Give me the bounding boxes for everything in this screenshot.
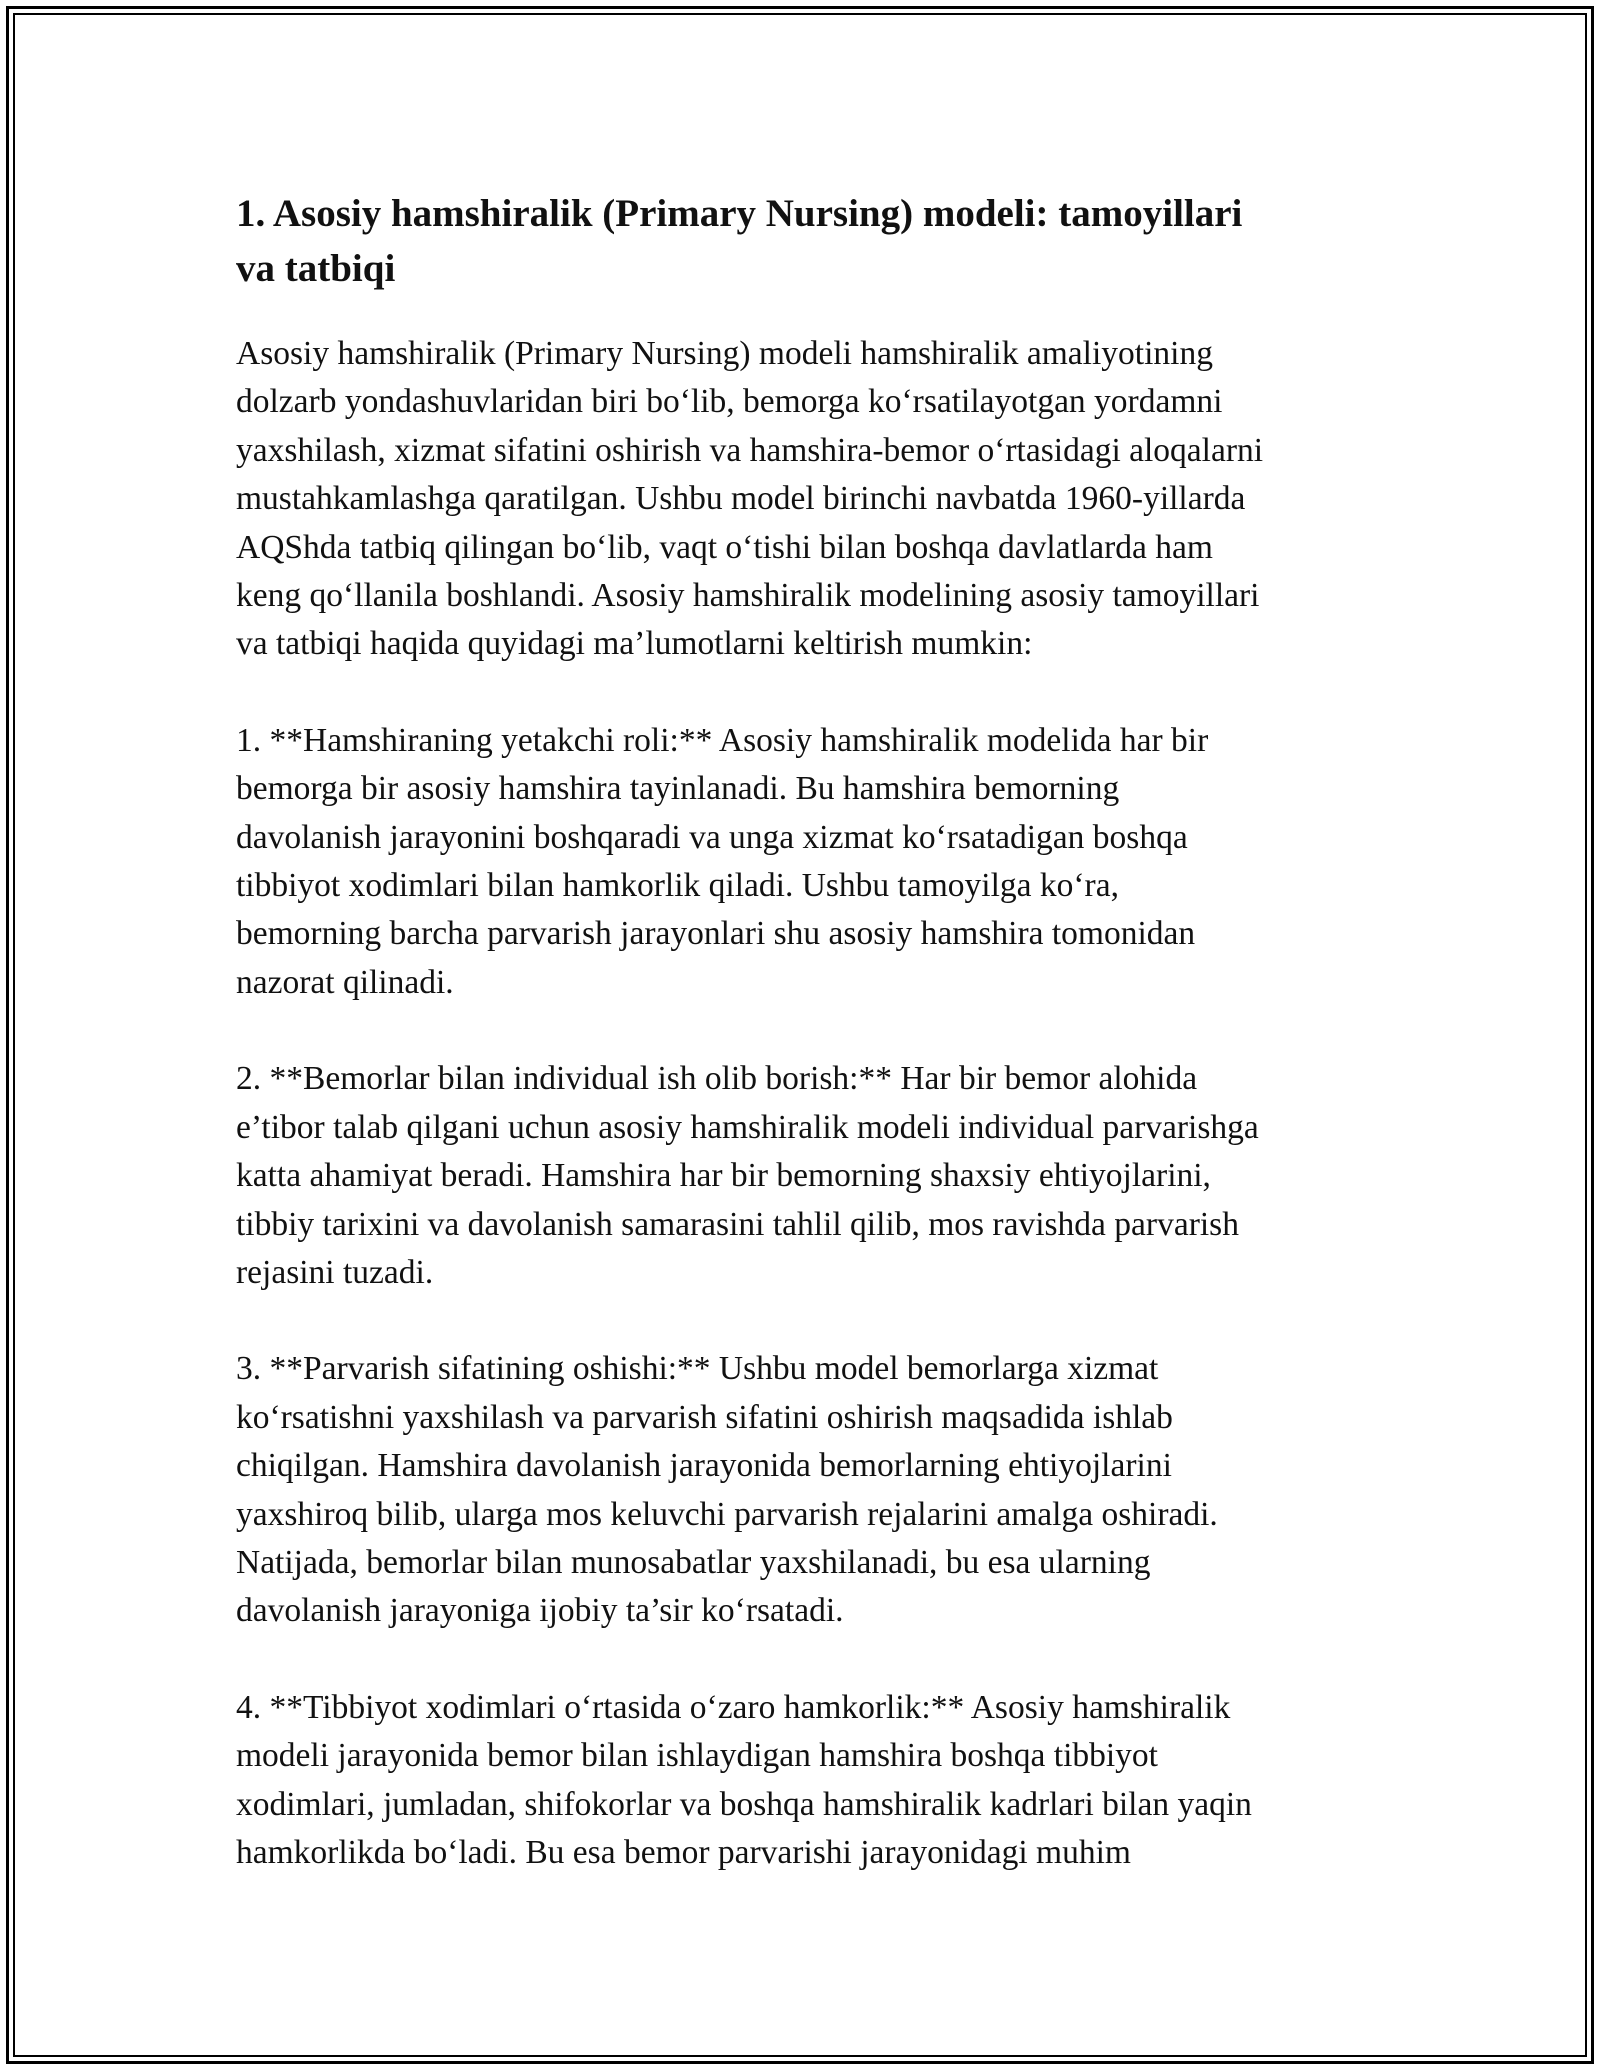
text-line: yaxshilash, xizmat sifatini oshirish va hamshira-bemor o‘rtasidagi aloqalarni xyxy=(236,431,1264,469)
text-line: dolzarb yondashuvlaridan biri bo‘lib, bemorga ko‘rsatilayotgan yordamni xyxy=(236,383,1223,421)
text-line: tibbiyot xodimlari bilan hamkorlik qiladi. Ushbu tamoyilga ko‘ra, xyxy=(236,867,1119,905)
title-line: va tatbiqi xyxy=(236,247,396,290)
text-line: AQShda tatbiq qilingan bo‘lib, vaqt o‘tishi bilan boshqa davlatlarda ham xyxy=(236,528,1213,566)
text-line: hamkorlikda bo‘ladi. Bu esa bemor parvarishi jarayonidagi muhim xyxy=(236,1833,1131,1871)
text-line: katta ahamiyat beradi. Hamshira har bir bemorning shaxsiy ehtiyojlarini, xyxy=(236,1157,1211,1195)
intro-paragraph xyxy=(236,330,1366,669)
text-line: bemorga bir asosiy hamshira tayinlanadi. Bu hamshira bemorning xyxy=(236,770,1120,808)
list-item-1-paragraph xyxy=(236,717,1366,1007)
text-line: Natijada, bemorlar bilan munosabatlar yaxshilanadi, bu esa ularning xyxy=(236,1543,1151,1581)
text-line: keng qo‘llanila boshlandi. Asosiy hamshiralik modelining asosiy tamoyillari xyxy=(236,577,1260,615)
text-line: ko‘rsatishni yaxshilash va parvarish sifatini oshirish maqsadida ishlab xyxy=(236,1398,1173,1436)
text-line: va tatbiqi haqida quyidagi ma’lumotlarni keltirish mumkin: xyxy=(236,625,1033,663)
list-item-4-paragraph xyxy=(236,1684,1366,1878)
text-line: tibbiy tarixini va davolanish samarasini tahlil qilib, mos ravishda parvarish xyxy=(236,1205,1239,1243)
text-line: 4. **Tibbiyot xodimlari o‘rtasida o‘zaro hamkorlik:** Asosiy hamshiralik xyxy=(236,1688,1231,1726)
text-line: modeli jarayonida bemor bilan ishlaydigan hamshira boshqa tibbiyot xyxy=(236,1737,1158,1775)
text-line: 3. **Parvarish sifatining oshishi:** Ushbu model bemorlarga xizmat xyxy=(236,1350,1159,1388)
text-line: chiqilgan. Hamshira davolanish jarayonida bemorlarning ehtiyojlarini xyxy=(236,1447,1172,1485)
title-line: 1. Asosiy hamshiralik (Primary Nursing) modeli: tamoyillari xyxy=(236,192,1243,235)
text-line: nazorat qilinadi. xyxy=(236,963,454,1001)
text-line: 1. **Hamshiraning yetakchi roli:** Asosiy hamshiralik modelida har bir xyxy=(236,721,1209,759)
document-title xyxy=(236,186,1366,296)
document-page xyxy=(236,186,1366,1925)
list-item-2-paragraph xyxy=(236,1055,1366,1297)
text-line: davolanish jarayoniga ijobiy ta’sir ko‘rsatadi. xyxy=(236,1592,844,1630)
text-line: yaxshiroq bilib, ularga mos keluvchi parvarish rejalarini amalga oshiradi. xyxy=(236,1495,1218,1533)
text-line: davolanish jarayonini boshqaradi va unga xizmat ko‘rsatadigan boshqa xyxy=(236,818,1188,856)
text-line: rejasini tuzadi. xyxy=(236,1253,434,1291)
text-line: mustahkamlashga qaratilgan. Ushbu model birinchi navbatda 1960-yillarda xyxy=(236,480,1246,518)
text-line: bemorning barcha parvarish jarayonlari shu asosiy hamshira tomonidan xyxy=(236,915,1196,953)
text-line: xodimlari, jumladan, shifokorlar va boshqa hamshiralik kadrlari bilan yaqin xyxy=(236,1785,1252,1823)
text-line: e’tibor talab qilgani uchun asosiy hamshiralik modeli individual parvarishga xyxy=(236,1108,1259,1146)
list-item-3-paragraph xyxy=(236,1345,1366,1635)
text-line: Asosiy hamshiralik (Primary Nursing) modeli hamshiralik amaliyotining xyxy=(236,335,1213,372)
text-line: 2. **Bemorlar bilan individual ish olib borish:** Har bir bemor alohida xyxy=(236,1060,1198,1098)
